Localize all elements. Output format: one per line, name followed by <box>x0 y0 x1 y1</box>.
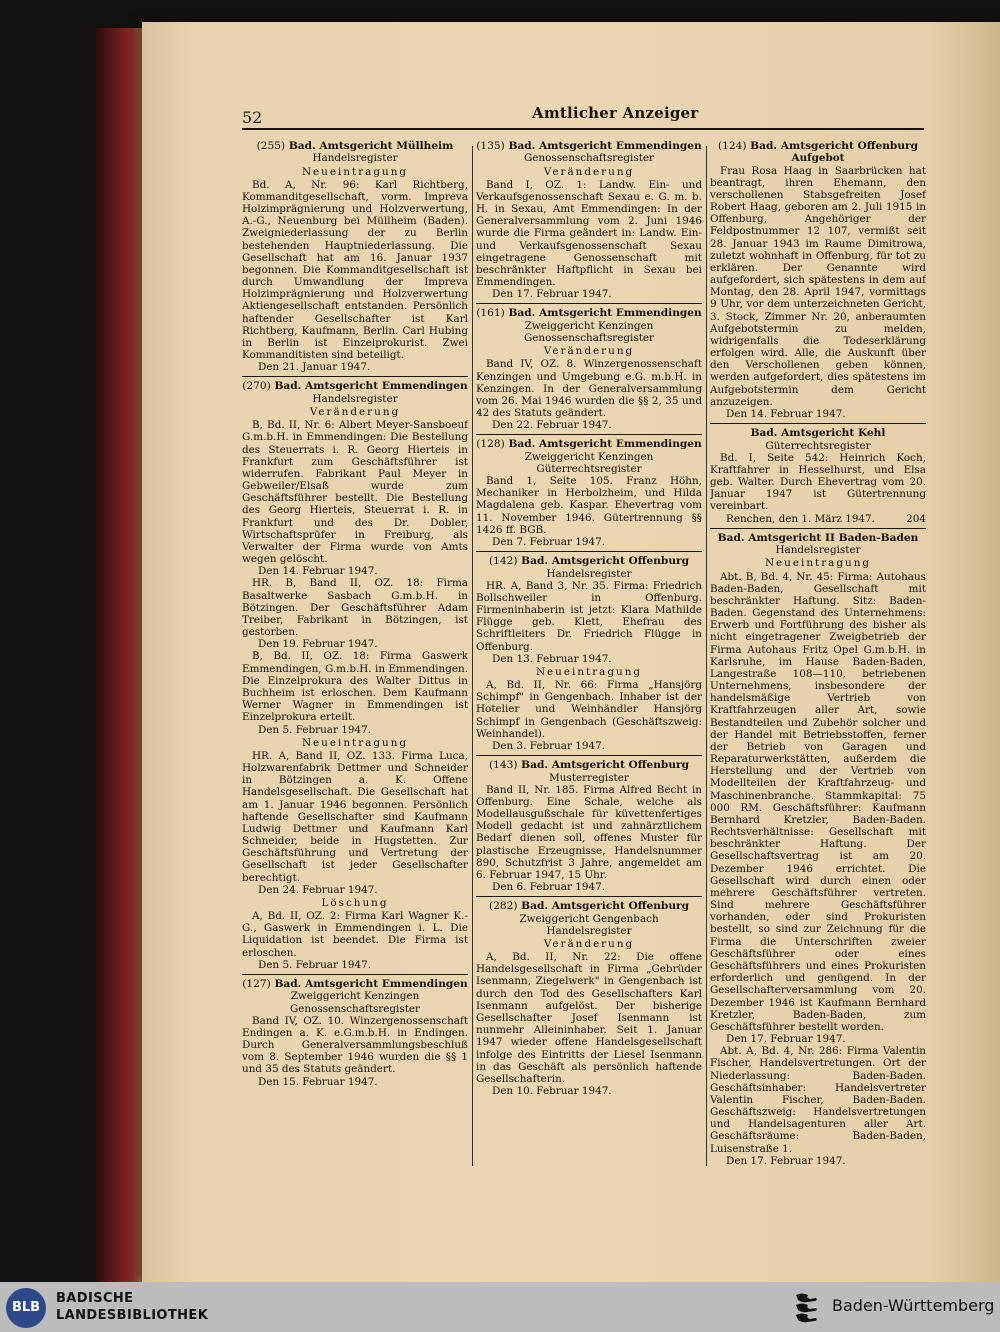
entry-type-heading: Neueintragung <box>301 165 409 178</box>
header-rule <box>242 128 924 130</box>
entry-separator <box>710 528 926 529</box>
entry-paragraph: Abt. A, Bd. 4, Nr. 286: Firma Valentin Fischer, Handelsvertretungen. Ort der Niederlassung: Baden-Baden. Geschäftsinhaber: Handelsvertreter Valentin Fischer, Baden-Baden. Geschäftszweig: Handelsvertretungen und Handelsagenturen aller Art. Geschäftsräume: Baden-Baden, Luisenstraße 1. <box>710 1045 926 1155</box>
entry-date-text: Den 10. Februar 1947. <box>492 1085 612 1098</box>
entry-date-text: Den 15. Februar 1947. <box>258 1075 378 1088</box>
entry-body <box>710 165 926 408</box>
entry-paragraph: Bd. I, Seite 542: Heinrich Koch, Kraftfahrer in Hesselhurst, und Elsa geb. Walter. Durch Ehevertrag vom 20. Januar 1947 ist Gütertrennung vereinbart. <box>710 451 926 513</box>
entry-separator <box>476 551 702 552</box>
entry-body <box>710 1045 926 1155</box>
register-entry <box>242 380 468 970</box>
entry-body <box>476 951 702 1085</box>
entry-date-text: Den 5. Februar 1947. <box>258 723 372 736</box>
register-name: Aufgebot <box>791 152 845 165</box>
register-name: Zweiggericht Kenzingen Güterrechtsregister <box>524 450 654 475</box>
entry-heading <box>476 555 702 567</box>
library-name-line-1: BADISCHE <box>56 1291 134 1306</box>
register-name: Handelsregister <box>775 544 861 557</box>
entry-number: (127) <box>242 977 271 990</box>
entry-date-text: Den 13. Februar 1947. <box>492 652 612 665</box>
entry-heading <box>476 438 702 450</box>
entry-date-text: Den 5. Februar 1947. <box>258 958 372 971</box>
register-entry <box>242 140 468 373</box>
entry-type-heading: Neueintragung <box>535 665 643 678</box>
register-entry <box>710 532 926 1167</box>
column-divider <box>706 146 707 1166</box>
entry-date <box>242 361 468 373</box>
entry-date <box>242 565 468 577</box>
entry-body <box>242 419 468 565</box>
entry-heading <box>242 978 468 990</box>
entry-paragraph: Abt. B, Bd. 4, Nr. 45: Firma: Autohaus Baden-Baden, Gesellschaft mit beschränkter Haftung. Sitz: Baden-Baden. Gegenstand des Unternehmens: Erwerb und Fortführung des bisher als nicht eingetragener Zweigbetrieb der Firma Autohaus Fritz Opel G.m.b.H. in Karlsruhe, im Hause Baden-Baden, Langestraße 108—110, betriebenen Unternehmens, insbesondere der handelsmäßige Vertrieb von Kraftfahrzeugen aller Art, sowie Bestandteilen und Zubehör solcher und der Handel mit Betriebsstoffen, ferner der Betrieb von Garagen und Reparaturwerkstätten, außerdem die Herstellung und der Vertrieb von Modellteilen der Kraftfahrzeug- und Maschinenbranche. Stammkapital: 75 000 RM. Geschäftsführer: Kaufmann Bernhard Kretzler, Baden-Baden. Rechtsverhältnisse: Gesellschaft mit beschränkter Haftung. Der Gesellschaftsvertrag ist am 20. Dezember 1946 errichtet. Die Gesellschaft wird durch einen oder mehrere Geschäftsführer vertreten. Sind mehrere Geschäftsführer vorhanden, oder sind Prokuristen bestellt, so sind zur Zeichnung für die Firma die Unterschriften zweier Geschäftsführer oder eines Geschäftsführers und eines Prokuristen erforderlich und genügend. In der Gesellschafterversammlung vom 20. Dezember 1946 ist Kaufmann Bernhard Kretzler, Baden-Baden, zum Geschäftsführer bestellt worden. <box>710 570 926 1033</box>
entry-date <box>710 408 926 420</box>
entry-paragraph: A, Bd. II, OZ. 2: Firma Karl Wagner K.-G., Gaswerk in Emmendingen i. L. Die Liquidation ist beendet. Die Firma ist erloschen. <box>242 910 468 959</box>
entry-date-text: Den 19. Februar 1947. <box>258 638 378 651</box>
entry-number: (282) <box>488 900 518 913</box>
entry-number: (142) <box>488 555 518 568</box>
state-name[interactable]: Baden-Württemberg <box>832 1296 995 1315</box>
entry-body <box>242 1015 468 1076</box>
court-name: Bad. Amtsgericht Offenburg <box>521 759 690 772</box>
entry-paragraph: Band 1, Seite 105. Franz Höhn, Mechaniker in Herbolzheim, und Hilda Magdalena geb. Kaspar. Ehevertrag vom 11. November 1946. Gütertrennung §§ 1426 ff. BGB. <box>476 475 702 536</box>
entry-separator <box>476 303 702 304</box>
text-column-2 <box>476 140 702 1170</box>
entry-paragraph: B, Bd. II, OZ. 18: Firma Gaswerk Emmendingen, G.m.b.H. in Emmendingen. Die Einzelprokura des Walter Dittus in Buchheim ist erloschen. Dem Kaufmann Werner Wagner in Emmendingen ist Einzelprokura erteilt. <box>242 650 468 724</box>
entry-date <box>476 288 702 300</box>
text-column-1 <box>242 140 468 1170</box>
court-name: Bad. Amtsgericht Emmendingen <box>274 380 468 393</box>
blb-logo-icon[interactable]: BLB <box>6 1288 46 1328</box>
entry-number: (143) <box>488 759 518 772</box>
entry-paragraph: B, Bd. II, Nr. 6: Albert Meyer-Sansboeuf G.m.b.H. in Emmendingen: Die Bestellung des Steuerrats i. R. Georg Hierteis in Frankfurt zum Geschäftsführer ist widerrufen. Fabrikant Paul Meyer in Gebweiler/Elsaß wurde zum Geschäftsführer bestellt. Die Bestellung des Georg Hierteis, Steuerrat i. R. in Frankfurt und des Dr. Dobler, Wirtschaftsprüfer in Freiburg, als Verwalter der Firma wurde von Amts wegen gelöscht. <box>242 419 468 566</box>
entry-date <box>710 1155 926 1167</box>
register-name: Güterrechtsregister <box>765 439 871 452</box>
entry-separator <box>476 434 702 435</box>
entry-heading <box>476 759 702 771</box>
entry-heading <box>710 140 926 152</box>
entry-reference-number: 204 <box>906 512 926 525</box>
entry-date-text: Den 14. Februar 1947. <box>258 565 378 578</box>
entry-number: (255) <box>256 140 286 152</box>
court-name: Bad. Amtsgericht Offenburg <box>521 555 690 568</box>
footer-bar <box>0 1282 1000 1332</box>
register-entry <box>476 140 702 300</box>
register-name: Musterregister <box>549 771 629 784</box>
entry-heading <box>710 427 926 439</box>
entry-paragraph: A, Bd. II, Nr. 22: Die offene Handelsgesellschaft in Firma „Gebrüder Isenmann, Ziegelwerk" in Gengenbach ist durch den Tod des Gesellschafters Karl Isenmann aufgelöst. Der bisherige Gesellschafter Josef Isenmann ist nunmehr Alleininhaber. Seit 1. Januar 1947 wieder offene Handelsgesellschaft infolge des Eintritts der Liesel Isenmann in das Geschäft als persönlich haftende Gesellschafterin. <box>476 951 702 1085</box>
entry-separator <box>242 974 468 975</box>
entry-date <box>476 536 702 548</box>
register-name: Handelsregister <box>312 392 398 405</box>
entry-body <box>476 179 702 289</box>
entry-date <box>476 653 702 665</box>
entry-separator <box>242 376 468 377</box>
entry-body <box>242 750 468 884</box>
entry-heading <box>242 140 468 152</box>
entry-body <box>242 910 468 959</box>
entry-date <box>242 724 468 736</box>
entry-date-text: Den 17. Februar 1947. <box>726 1154 846 1167</box>
entry-type-heading: Neueintragung <box>301 736 409 749</box>
book-spine-edge <box>96 28 148 1282</box>
court-name: Bad. Amtsgericht II Baden-Baden <box>717 531 919 544</box>
court-name: Bad. Amtsgericht Offenburg <box>750 140 919 152</box>
entry-body <box>476 475 702 536</box>
register-entry <box>710 427 926 525</box>
column-divider <box>472 146 473 1166</box>
entry-paragraph: Band IV, OZ. 8. Winzergenossenschaft Kenzingen und Umgebung e.G. m.b.H. in Kenzingen. In der Generalversammlung vom 26. Mai 1946 wurden die §§ 2, 35 und 42 des Statuts geändert. <box>476 358 702 420</box>
library-name[interactable] <box>56 1290 208 1324</box>
entry-date <box>710 513 926 525</box>
court-name: Bad. Amtsgericht Emmendingen <box>508 140 702 152</box>
entry-date-text: Den 21. Januar 1947. <box>258 361 371 374</box>
entry-date <box>476 419 702 431</box>
entry-number: (270) <box>242 380 271 393</box>
entry-body <box>242 179 468 362</box>
text-column-3 <box>710 140 926 1170</box>
entry-paragraph: Frau Rosa Haag in Saarbrücken hat beantragt, ihren Ehemann, den verschollenen Stabsgefreiten Josef Robert Haag, geboren am 2. Juli 1915 in Offenburg, Angehöriger der Feldpostnummer 12 107, vermißt seit 28. Januar 1943 im Raume Dimitrowa, zuletzt wohnhaft in Offenburg, für tot zu erklären. Der Genannte wird aufgefordert, sich spätestens in dem auf Montag, den 28. April 1947, vormittags 9 Uhr, vor dem unterzeichneten Gericht, 3. Stock, Zimmer Nr. 20, anberaumten Aufgebotstermin zu melden, widrigenfalls die Todeserklärung erfolgen wird. Alle, die Auskunft über den Verschollenen geben können, werden aufgefordert, dies spätestens im Aufgebotstermin dem Gericht anzuzeigen. <box>710 164 926 408</box>
entry-date-text: Renchen, den 1. März 1947. <box>726 512 875 525</box>
entry-body <box>476 679 702 740</box>
page-number: 52 <box>242 108 263 127</box>
entry-number: (135) <box>476 140 505 152</box>
entry-date <box>476 1085 702 1097</box>
entry-date <box>242 959 468 971</box>
entry-date-text: Den 7. Februar 1947. <box>492 535 606 548</box>
entry-type-heading: Veränderung <box>309 406 401 419</box>
entry-type-heading: Löschung <box>321 896 389 909</box>
entry-date-text: Den 6. Februar 1947. <box>492 881 606 894</box>
state-lions-emblem-icon <box>793 1291 823 1323</box>
register-entry <box>476 759 702 893</box>
entry-number: (128) <box>476 438 505 451</box>
entry-separator <box>710 423 926 424</box>
entry-heading <box>710 532 926 544</box>
entry-date <box>476 881 702 893</box>
entry-paragraph: A, Bd. II, Nr. 66: Firma „Hansjörg Schimpf" in Gengenbach. Inhaber ist der Hotelier und Weinhändler Hansjörg Schimpf in Gengenbach (Geschäftszweig: Weinhandel). <box>476 679 702 740</box>
entry-heading <box>476 140 702 152</box>
register-entry <box>710 140 926 420</box>
register-name: Zweiggericht Kenzingen Genossenschaftsregister <box>289 990 420 1015</box>
register-name: Zweiggericht Kenzingen Genossenschaftsregister <box>523 319 654 345</box>
register-entry <box>476 307 702 431</box>
entry-body <box>242 650 468 723</box>
entry-paragraph: Bd. A, Nr. 96: Karl Richtberg, Kommanditgesellschaft, vorm. Impreva Holzimprägnierung und Holzverwertung, A.-G., Neuenburg bei Müllheim (Baden). Zweigniederlassung der zu Berlin bestehenden Hauptniederlassung. Die Gesellschaft hat am 16. Januar 1937 begonnen. Die Kommanditgesellschaft ist durch Umwandlung der Impreva Holzimprägnierung und Holzverwertung Aktiengesellschaft entstanden. Persönlich haftender Gesellschafter ist Karl Richtberg, Kaufmann, Berlin. Carl Hubing in Berlin ist Einzelprokurist. Zwei Kommanditisten sind beteiligt. <box>242 178 468 362</box>
entry-date <box>242 1076 468 1088</box>
entry-paragraph: HR. B, Band II, OZ. 18: Firma Basaltwerke Sasbach G.m.b.H. in Bötzingen. Der Geschäftsführer Adam Treiber, Fabrikant in Bötzingen, ist gestorben. <box>242 577 468 639</box>
register-name: Genossenschaftsregister <box>523 152 654 165</box>
entry-date-text: Den 24. Februar 1947. <box>258 883 378 896</box>
court-name: Bad. Amtsgericht Offenburg <box>521 900 690 913</box>
entry-paragraph: Band I, OZ. 1: Landw. Ein- und Verkaufsgenossenschaft Sexau e. G. m. b. H. in Sexau, Amt Emmendingen: In der Generalversammlung vom 2. Juni 1946 wurde die Firma geändert in: Landw. Ein- und Verkaufsgenossenschaft Sexau eingetragene Genossenschaft mit beschränkter Haftpflicht in Sexau bei Emmendingen. <box>476 178 702 289</box>
entry-paragraph: HR. A, Band 3, Nr. 35. Firma: Friedrich Bollschweiler in Offenburg. Firmeninhaberin ist jetzt: Klara Mathilde Flügge geb. Klett, Ehefrau des Schriftleiters Dr. Friedrich Flügge in Offenburg. <box>476 579 702 653</box>
entry-date-text: Den 22. Februar 1947. <box>492 419 612 432</box>
scanned-page <box>142 22 1000 1282</box>
entry-type-heading: Veränderung <box>543 937 635 950</box>
entry-date <box>476 740 702 752</box>
entry-separator <box>476 896 702 897</box>
entry-date <box>710 1033 926 1045</box>
register-name: Handelsregister <box>546 567 632 580</box>
library-name-line-2: LANDESBIBLIOTHEK <box>56 1308 209 1323</box>
entry-date <box>242 884 468 896</box>
entry-body <box>476 580 702 653</box>
register-entry <box>476 900 702 1097</box>
entry-date-text: Den 14. Februar 1947. <box>726 408 846 420</box>
entry-body <box>710 452 926 513</box>
entry-separator <box>476 755 702 756</box>
register-name: Handelsregister <box>312 152 398 165</box>
entry-date-text: Den 17. Februar 1947. <box>726 1033 846 1046</box>
entry-heading <box>242 380 468 392</box>
entry-body <box>710 571 926 1034</box>
running-head: Amtlicher Anzeiger <box>532 104 699 122</box>
entry-date <box>242 638 468 650</box>
entry-paragraph: Band II, Nr. 185. Firma Alfred Becht in Offenburg. Eine Schale, welche als Modellausgußschale für küvettenfertiges Modell gedacht ist und zahnärztlichem Bedarf dienen soll, offenes Muster für plastische Erzeugnisse, Handelsnummer 890, Schutzfrist 3 Jahre, angemeldet am 6. Februar 1947, 15 Uhr. <box>476 783 702 881</box>
register-entry <box>476 438 702 548</box>
entry-body <box>476 358 702 419</box>
court-name: Bad. Amtsgericht Emmendingen <box>274 977 468 990</box>
register-entry <box>242 978 468 1088</box>
entry-date-text: Den 3. Februar 1947. <box>492 739 606 752</box>
entry-paragraph: Band IV, OZ. 10. Winzergenossenschaft Endingen a. K. e.G.m.b.H. in Endingen. Durch Generalversammlungsbeschluß vom 8. September 1946 wurden die §§ 1 und 35 des Statuts geändert. <box>242 1014 468 1076</box>
entry-date-text: Den 17. Februar 1947. <box>492 288 612 301</box>
entry-heading <box>476 900 702 912</box>
court-name: Bad. Amtsgericht Emmendingen <box>508 307 702 320</box>
entry-body <box>242 577 468 638</box>
register-name: Zweiggericht Gengenbach Handelsregister <box>519 912 659 937</box>
court-name: Bad. Amtsgericht Emmendingen <box>508 438 702 451</box>
register-entry <box>476 555 702 752</box>
entry-number: (124) <box>717 140 747 152</box>
entry-paragraph: HR. A, Band II, OZ. 133. Firma Luca, Holzwarenfabrik Dettmer und Schneider in Bötzingen a. K. Offene Handelsgesellschaft. Die Gesellschaft hat am 1. Januar 1946 begonnen. Persönlich haftende Gesellschafter sind Kaufmann Ludwig Dettmer und Kaufmann Karl Schneider, beide in Hugstetten. Zur Geschäftsführung und Vertretung der Gesellschaft ist jeder Gesellschafter berechtigt. <box>242 749 468 884</box>
court-name: Bad. Amtsgericht Kehl <box>750 427 886 440</box>
court-name: Bad. Amtsgericht Müllheim <box>288 140 454 152</box>
entry-body <box>476 784 702 881</box>
entry-heading <box>476 307 702 319</box>
entry-type-heading: Neueintragung <box>764 557 872 570</box>
entry-type-heading: Veränderung <box>543 165 635 178</box>
entry-number: (161) <box>476 307 505 320</box>
entry-type-heading: Veränderung <box>543 345 635 358</box>
